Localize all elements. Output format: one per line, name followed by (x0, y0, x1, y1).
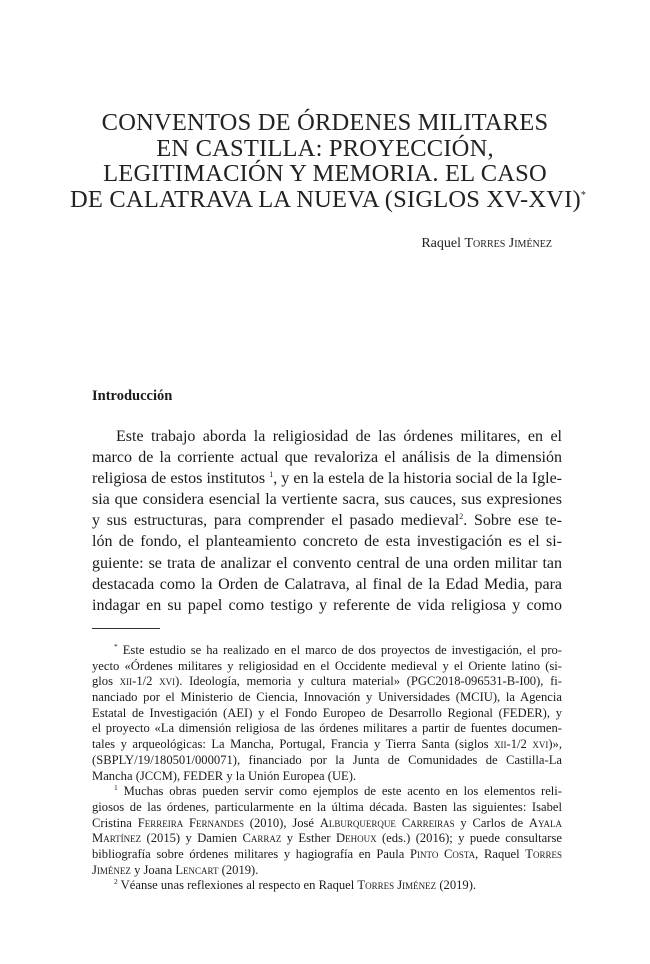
body-paragraph (92, 426, 562, 616)
footnote-line: bibliografía sobre órdenes militares y hagiografía en Paula Pinto Costa, Raquel Torres (92, 846, 562, 861)
footnote-line: giosos de las órdenes, particularmente en la última década. Basten las siguientes: Isabel (92, 799, 562, 814)
section-heading: Introducción (92, 388, 173, 404)
author-given-name: Raquel (421, 236, 461, 251)
body-line: marco de la corriente actual que revaloriza el análisis de la dimensión (92, 449, 562, 467)
title-line: CONVENTOS DE ÓRDENES MILITARES (101, 109, 549, 136)
body-line: Este trabajo aborda la religiosidad de las órdenes militares, en el (116, 428, 562, 445)
body-line: guiente: se trata de analizar el convento central de una orden militar tan (92, 554, 562, 572)
title-line: LEGITIMACIÓN Y MEMORIA. EL CASO (103, 160, 547, 187)
footnote-mark-1: 1 (114, 783, 118, 793)
footnote-line: (SBPLY/19/180501/000071), financiado por la Junta de Comunidades de Castilla-La (92, 752, 562, 767)
title-footnote-marker[interactable]: * (580, 189, 587, 201)
body-line: indagar en su papel como testigo y referente de vida religiosa y como (92, 596, 562, 614)
footnote-line: nanciado por el Ministerio de Ciencia, Innovación y Universidades (MCIU), la Agencia (92, 690, 562, 705)
body-line: religiosa de estos institutos $^1$, y en la estela de la historia social de la Igle- (92, 470, 563, 488)
footnote-mark-2: 2 (114, 877, 118, 887)
footnote-2: $^2$ Véanse unas reflexiones al respecto en Raquel Torres Jiménez (2019). (114, 877, 477, 893)
footnote-1: $^1$ Muchas obras pueden servir como ejemplos de este acento en los elementos reli- (114, 783, 562, 799)
footnote-ref-1[interactable]: 1 (269, 470, 274, 480)
footnotes (92, 643, 562, 894)
footnote-line: el proyecto «La dimensión religiosa de las órdenes militares a partir de fuentes documen- (92, 721, 562, 736)
body-line: lón de fondo, el planteamiento concreto de esta investigación es el si- (92, 533, 562, 551)
footnote-ref-2[interactable]: 2 (459, 512, 464, 522)
body-line: sia que considera esencial la vertiente sacra, sus cauces, sus expresiones (92, 491, 562, 509)
footnote-line: Martínez (2015) y Damien Carraz y Esther Dehoux (eds.) (2016); y puede consultarse (92, 831, 562, 846)
footnote-line: yecto «Órdenes militares y religiosidad en el Occidente medieval y el Oriente latino (si- (92, 658, 562, 673)
author-name (421, 236, 552, 252)
footnote-mark-star: * (114, 642, 118, 651)
footnote-star: * Este estudio se ha realizado en el marco de dos proyectos de investigación, el pro- (114, 642, 562, 657)
footnote-line: glos xii-1/2 xvi). Ideología, memoria y cultura material» (PGC2018-096531-B-I00), fi- (92, 674, 562, 689)
footnote-line: tales y arqueológicas: La Mancha, Portugal, Francia y Tierra Santa (siglos xii-1/2 xvi)», (92, 737, 562, 752)
title-line: EN CASTILLA: PROYECCIÓN, (156, 134, 494, 162)
footnote-separator (92, 628, 160, 629)
article-title (70, 109, 587, 213)
footnote-line: Mancha (JCCM), FEDER y la Unión Europea (UE). (92, 768, 357, 783)
body-line: destacada como la Orden de Calatrava, al final de la Edad Media, para (92, 575, 562, 593)
author-family-name: Torres Jiménez (464, 236, 552, 251)
footnote-line: Jiménez y Joana Lencart (2019). (92, 862, 259, 877)
body-line: y sus estructuras, para comprender el pasado medieval$^2$. Sobre ese te- (92, 512, 562, 530)
footnote-line: Estatal de Investigación (AEI) y el Fondo Europeo de Desarrollo Regional (FEDER), y (92, 705, 562, 720)
footnote-line: Cristina Ferreira Fernandes (2010), José Alburquerque Carreiras y Carlos de Ayala (92, 815, 562, 830)
title-line: DE CALATRAVA LA NUEVA (SIGLOS XV-XVI)* (70, 185, 587, 213)
